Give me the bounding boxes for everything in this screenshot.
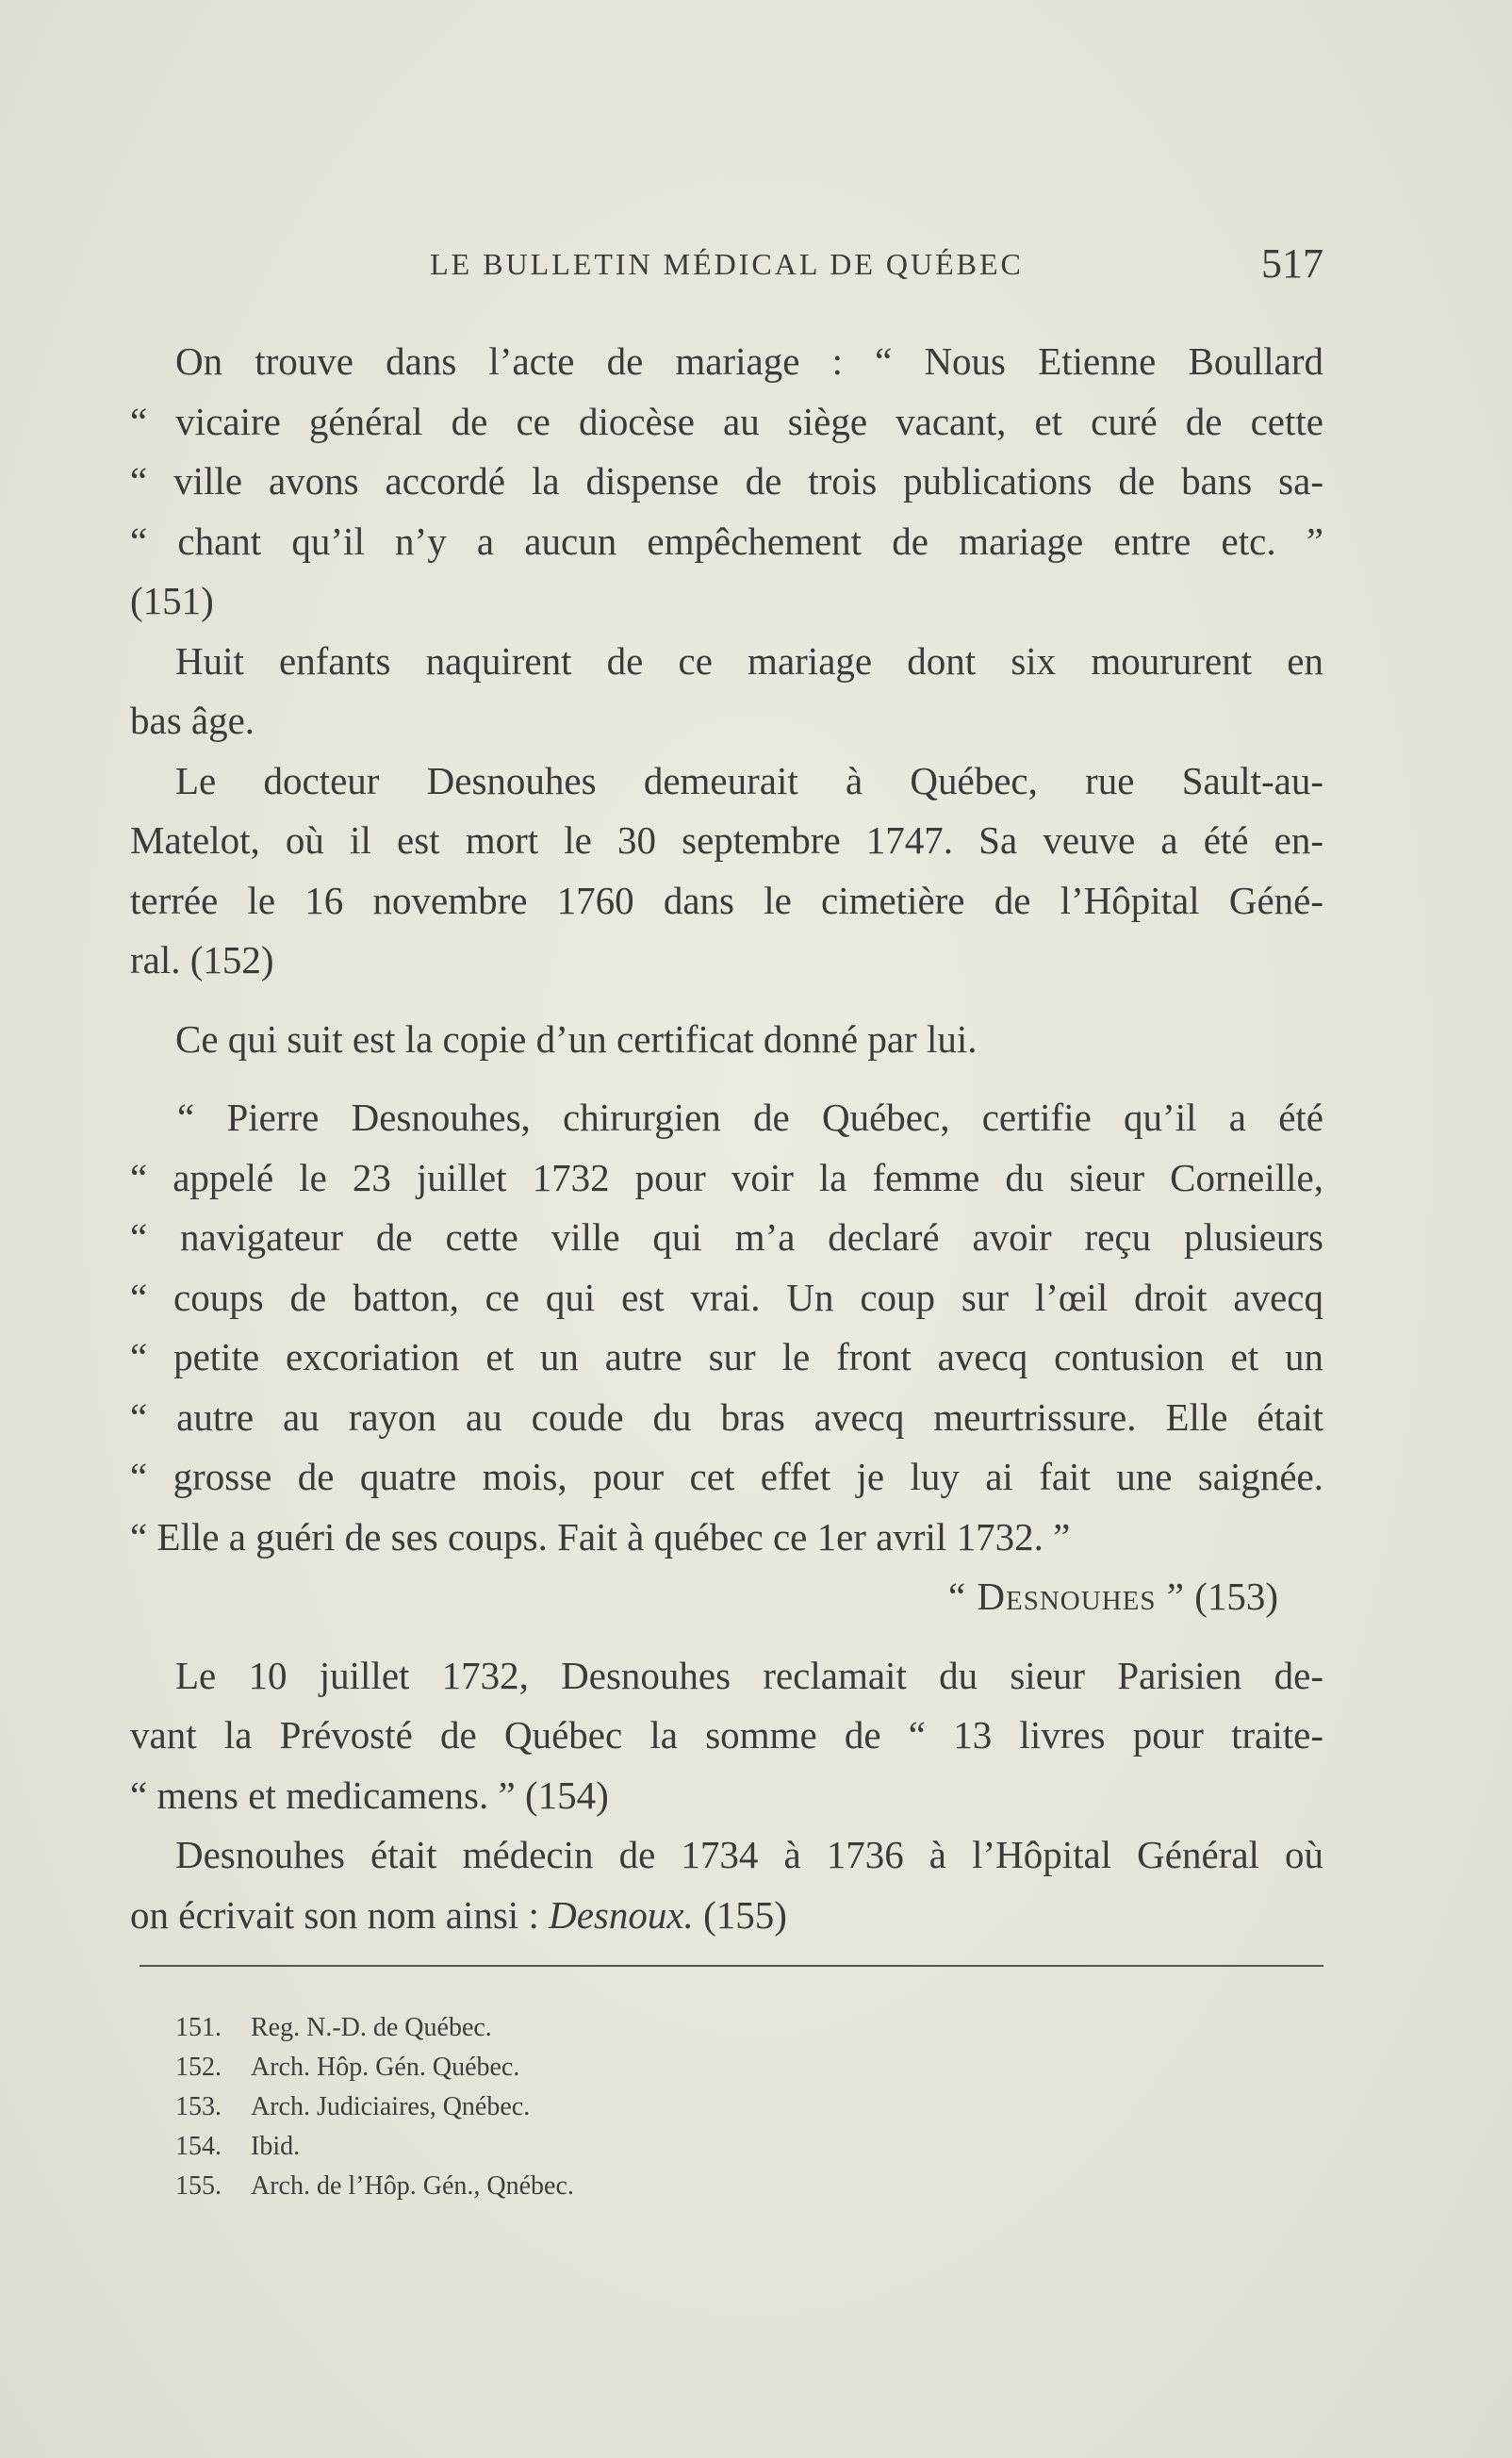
text-line: Desnouhes était médecin de 1734 à 1736 à l’Hôpital Général où: [175, 1833, 1323, 1876]
quote-line: “ grosse de quatre mois, pour cet effet je luy ai fait une saignée.: [130, 1455, 1323, 1498]
footnote: [175, 2048, 1024, 2087]
footnote-text: Arch. Hôp. Gén. Québec.: [251, 2053, 520, 2082]
quote-line: “ Pierre Desnouhes, chirurgien de Québec, certifie qu’il a été: [177, 1096, 1323, 1139]
paragraph-gap: [130, 1627, 1323, 1646]
text-line: Le 10 juillet 1732, Desnouhes reclamait du sieur Parisien de-: [175, 1653, 1323, 1697]
footnote-number: 151.: [175, 2013, 222, 2042]
text-line: “ mens et medicamens. ” (154): [130, 1773, 609, 1817]
footnote: [175, 2008, 1024, 2048]
text-line: ral. (152): [130, 938, 274, 982]
quote-line: “ autre au rayon au coude du bras avecq meurtrissure. Elle était: [130, 1394, 1323, 1439]
text-line: bas âge.: [130, 699, 255, 742]
quote-line: “ Elle a guéri de ses coups. Fait à québec ce 1er avril 1732. ”: [130, 1514, 1071, 1559]
signature-line: [130, 1567, 1323, 1627]
paragraph-gap: [130, 991, 1323, 1010]
text-line: (151): [130, 579, 214, 622]
footnote-text: Arch. de l’Hôp. Gén., Qnébec.: [251, 2171, 574, 2201]
name-italic: Desnoux.: [549, 1892, 694, 1937]
text-line: [130, 1886, 1323, 1946]
footnote-number: 154.: [175, 2132, 222, 2161]
quote-line: “ petite excoriation et un autre sur le front avecq contusion et un: [130, 1335, 1323, 1378]
text-fragment: (155): [693, 1892, 787, 1937]
footnote-text: Reg. N.-D. de Québec.: [251, 2013, 492, 2042]
text-line: “ chant qu’il n’y a aucun empêchement de mariage entre etc. ”: [130, 519, 1323, 563]
text-line: Matelot, où il est mort le 30 septembre 1747. Sa veuve a été en-: [130, 818, 1323, 862]
text-fragment: on écrivait son nom ainsi :: [130, 1892, 550, 1937]
journal-title: LE BULLETIN MÉDICAL DE QUÉBEC: [430, 247, 1024, 281]
text-line: terrée le 16 novembre 1760 dans le cimetière de l’Hôpital Géné-: [130, 878, 1323, 922]
footnote: [175, 2087, 1024, 2127]
text-line: Huit enfants naquirent de ce mariage dont six moururent en: [175, 638, 1323, 683]
text-line: Le docteur Desnouhes demeurait à Québec, rue Sault-au-: [175, 758, 1323, 802]
footnote: [175, 2127, 1024, 2167]
quote-line: “ appelé le 23 juillet 1732 pour voir la femme du sieur Corneille,: [130, 1155, 1323, 1199]
signature-ref: (153): [1194, 1575, 1278, 1618]
footnote-number: 152.: [175, 2053, 222, 2082]
quote-line: “ coups de batton, ce qui est vrai. Un coup sur l’œil droit avecq: [130, 1275, 1323, 1319]
footnote-separator: [140, 1965, 1323, 1967]
footnote-number: 153.: [175, 2092, 222, 2121]
text-line: Ce qui suit est la copie d’un certificat donné par lui.: [175, 1016, 978, 1061]
footnotes: [175, 2008, 1024, 2206]
paragraph-gap: [130, 1069, 1323, 1088]
footnote-text: Ibid.: [251, 2132, 301, 2161]
footnote-number: 155.: [175, 2171, 222, 2201]
running-header: [130, 234, 1323, 290]
quote-line: “ navigateur de cette ville qui m’a declaré avoir reçu plusieurs: [130, 1215, 1323, 1259]
signature-name: “ Desnouhes ”: [947, 1575, 1185, 1618]
text-line: On trouve dans l’acte de mariage : “ Nous Etienne Boullard: [175, 339, 1323, 383]
footnote: [175, 2167, 1024, 2206]
footnote-text: Arch. Judiciaires, Qnébec.: [251, 2092, 531, 2121]
text-line: “ vicaire général de ce diocèse au siège vacant, et curé de cette: [130, 399, 1323, 443]
text-line: vant la Prévosté de Québec la somme de “ 13 livres pour traite-: [130, 1713, 1323, 1757]
page-number: 517: [1261, 240, 1323, 287]
main-text: [130, 332, 1323, 1945]
text-line: “ ville avons accordé la dispense de trois publications de bans sa-: [130, 459, 1323, 503]
